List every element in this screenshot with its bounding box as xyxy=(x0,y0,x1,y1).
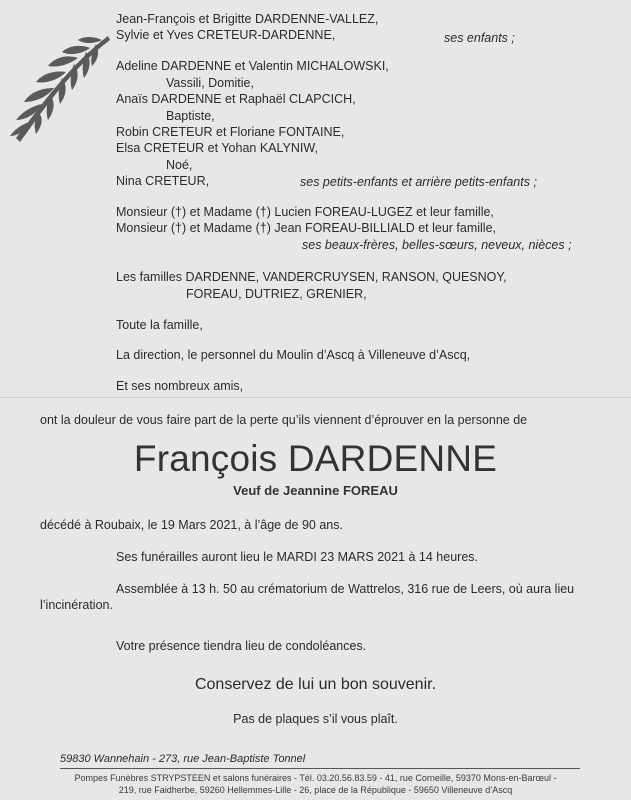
grandchild-line: Baptiste, xyxy=(166,109,215,123)
families-line-1: Les familles DARDENNE, VANDERCRUYSEN, RANSON, QUESNOY, xyxy=(116,270,507,284)
family-address: 59830 Wannehain - 273, rue Jean-Baptiste Tonnel xyxy=(60,753,306,765)
children-line-1: Jean-François et Brigitte DARDENNE-VALLEZ, xyxy=(116,12,379,26)
grandchild-line: Noé, xyxy=(166,158,193,172)
grandchild-line: Adeline DARDENNE et Valentin MICHALOWSKI, xyxy=(116,59,389,73)
widow-line: Veuf de Jeannine FOREAU xyxy=(233,483,398,498)
announcement-line: ont la douleur de vous faire part de la perte qu’ils viennent d’éprouver en la personne de xyxy=(40,413,528,427)
grandchild-line: Vassili, Domitie, xyxy=(166,76,254,90)
whole-family-line: Toute la famille, xyxy=(116,318,203,332)
grandchild-line: Elsa CRETEUR et Yohan KALYNIW, xyxy=(116,141,318,155)
families-line-2: FOREAU, DUTRIEZ, GRENIER, xyxy=(186,287,367,301)
role-children: ses enfants ; xyxy=(444,31,515,45)
condolences-line: Votre présence tiendra lieu de condoléances. xyxy=(116,639,367,653)
inlaws-line-1: Monsieur (†) et Madame (†) Lucien FOREAU-LUGEZ et leur famille, xyxy=(116,205,494,219)
assembly-line-2: l’incinération. xyxy=(40,598,113,612)
footer-rule xyxy=(60,768,580,769)
funeral-details: Ses funérailles auront lieu le MARDI 23 MARS 2021 à 14 heures. xyxy=(116,550,478,564)
friends-line: Et ses nombreux amis, xyxy=(116,379,244,393)
grandchild-line: Anaïs DARDENNE et Raphaël CLAPCICH, xyxy=(116,92,356,106)
palm-frond-icon xyxy=(4,30,112,148)
inlaws-line-2: Monsieur (†) et Madame (†) Jean FOREAU-BILLIALD et leur famille, xyxy=(116,221,496,235)
grandchild-line: Robin CRETEUR et Floriane FONTAINE, xyxy=(116,125,345,139)
funeral-home-line-1: Pompes Funèbres STRYPSTEEN et salons funéraires - Tél. 03.20.56.83.59 - 41, rue Corneille, 59370 Mons-en-Barœul - xyxy=(74,773,557,783)
souvenir-line: Conservez de lui un bon souvenir. xyxy=(194,676,437,693)
death-details: décédé à Roubaix, le 19 Mars 2021, à l’âge de 90 ans. xyxy=(40,518,343,532)
funeral-home-line-2: 219, rue Faidherbe, 59260 Hellemmes-Lille - 26, place de la République - 59650 Villeneuve d’Ascq xyxy=(118,785,513,795)
direction-line: La direction, le personnel du Moulin d’Ascq à Villeneuve d’Ascq, xyxy=(116,348,471,362)
fold-line xyxy=(0,397,631,398)
role-inlaws: ses beaux-frères, belles-sœurs, neveux, nièces ; xyxy=(302,238,572,252)
role-grandchildren: ses petits-enfants et arrière petits-enfants ; xyxy=(300,175,537,189)
deceased-name: François DARDENNE xyxy=(133,438,498,479)
grandchild-line: Nina CRETEUR, xyxy=(116,174,210,188)
assembly-line-1: Assemblée à 13 h. 50 au crématorium de Wattrelos, 316 rue de Leers, où aura lieu xyxy=(116,582,575,596)
no-plaques-line: Pas de plaques s’il vous plaît. xyxy=(233,712,398,726)
children-line-2: Sylvie et Yves CRETEUR-DARDENNE, xyxy=(116,28,336,42)
